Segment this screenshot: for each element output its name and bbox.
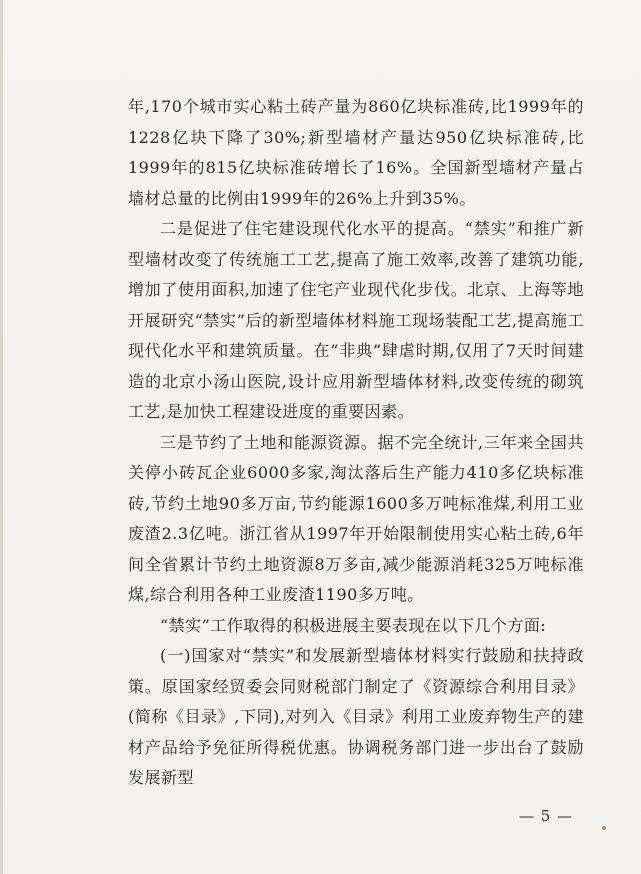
paragraph-continuation: 年,170个城市实心粘土砖产量为860亿块标准砖,比1999年的1228亿块下降了30%;新型墙材产量达950亿块标准砖,比1999年的815亿块标准砖增长了16%。全国新型墙材产量占墙材总量的比例由1999年的26%上升到35%。 bbox=[128, 97, 584, 208]
page-number: — 5 — bbox=[519, 807, 574, 825]
paragraph-policy-support: (一)国家对“禁实”和发展新型墙体材料实行鼓励和扶持政策。原国家经贸委会同财税部门制定了《资源综合利用目录》(简称《目录》,下同),对列入《目录》利用工业废弃物生产的建材产品给予免征所得税优惠。协调税务部门进一步出台了鼓励发展新型 bbox=[128, 646, 584, 787]
paragraph-progress-intro: “禁实”工作取得的积极进展主要表现在以下几个方面: bbox=[160, 615, 547, 635]
page-edge bbox=[0, 0, 3, 874]
paragraph-land-energy-savings: 三是节约了土地和能源资源。据不完全统计,三年来全国共关停小砖瓦企业6000多家,淘汰落后生产能力410多亿块标准砖,节约土地90多万亩,节约能源1600多万吨标准煤,利用工业废渣2.3亿吨。浙江省从1997年开始限制使用实心粘土砖,6年间全省累计节约土地资源8万多亩,减少能源消耗325万吨标准煤,综合利用各种工业废渣1190多万吨。 bbox=[128, 432, 584, 604]
paragraph-housing-modernization: 二是促进了住宅建设现代化水平的提高。“禁实”和推广新型墙材改变了传统施工工艺,提高了施工效率,改善了建筑功能,增加了使用面积,加速了住宅产业现代化步伐。北京、上海等地开展研究“禁实”后的新型墙体材料施工现场装配工艺,提高施工现代化水平和建筑质量。在“非典”肆虐时期,仅用了7天时间建造的北京小汤山医院,设计应用新型墙体材料,改变传统的砌筑工艺,是加快工程建设进度的重要因素。 bbox=[128, 219, 584, 421]
document-body bbox=[128, 92, 584, 794]
paper-mark bbox=[602, 826, 606, 830]
